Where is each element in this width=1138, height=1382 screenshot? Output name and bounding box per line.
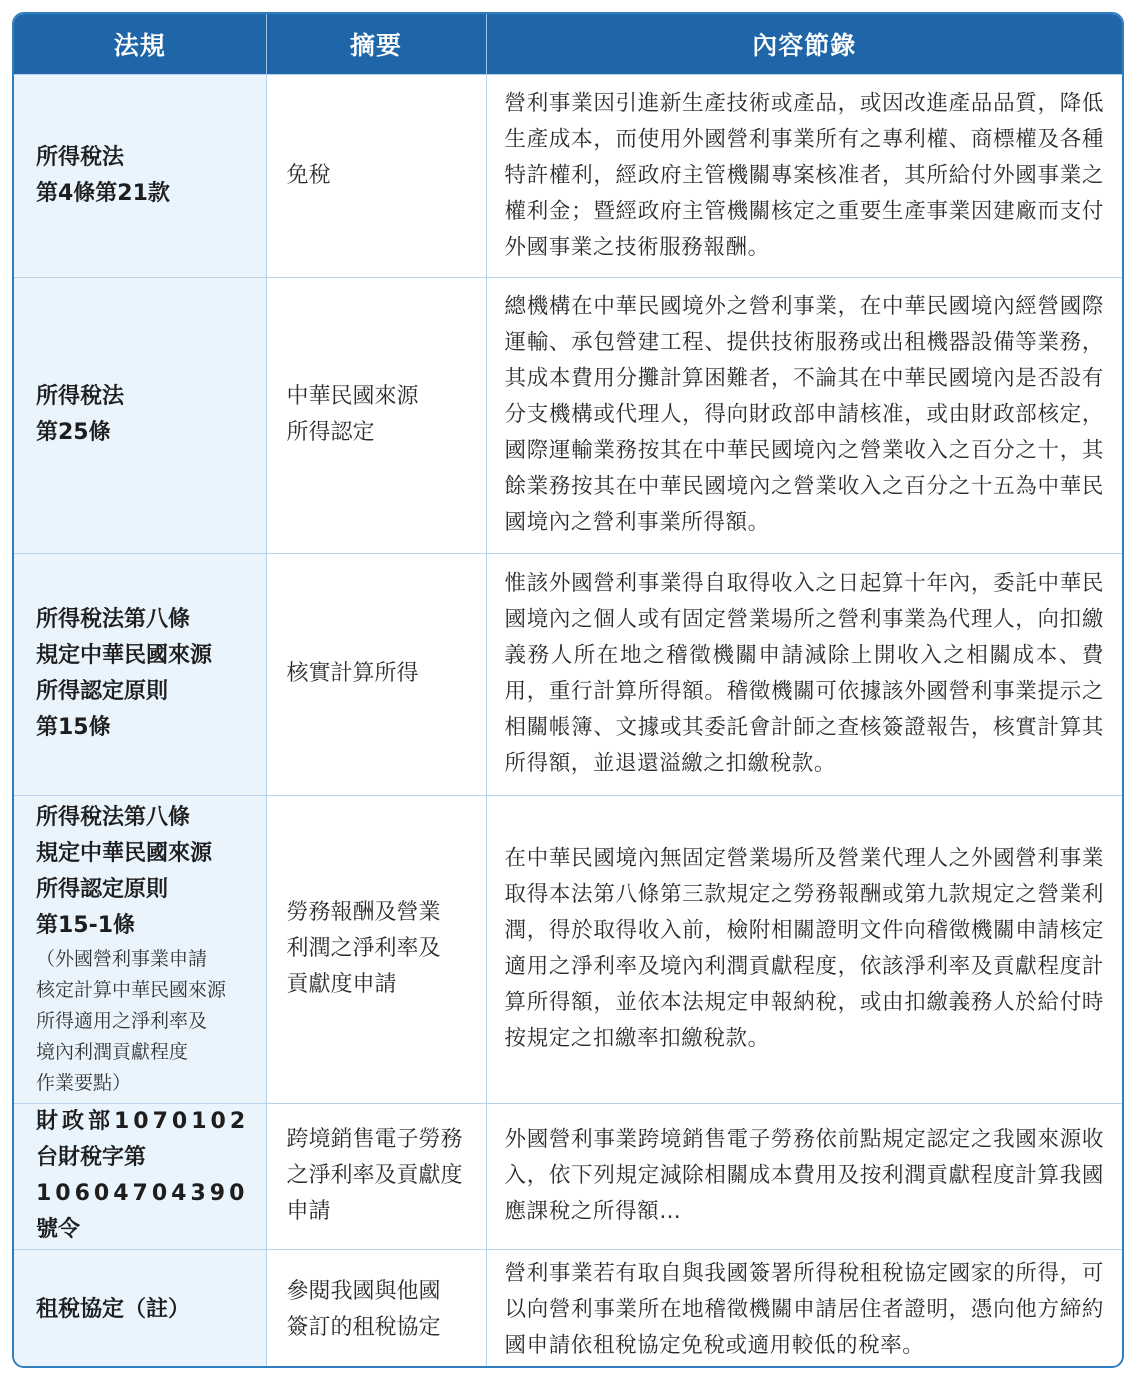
- law-cell: [14, 795, 266, 1103]
- law-line: 所得稅法第八條: [36, 607, 191, 632]
- law-cell: [14, 277, 266, 553]
- table-row: [14, 795, 1122, 1103]
- law-line: 台財稅字第: [36, 1145, 147, 1170]
- summary-cell: [266, 1103, 486, 1249]
- content-cell: 營利事業若有取自與我國簽署所得稅租稅協定國家的所得，可以向營利事業所在地稽徵機關申請居住者證明，憑向他方締約國申請依租稅協定免稅或適用較低的稅率。: [486, 1249, 1122, 1368]
- summary-cell: [266, 1249, 486, 1368]
- header-law: 法規: [14, 14, 266, 74]
- summary-line: 簽訂的租稅協定: [286, 1314, 441, 1340]
- summary-cell: [266, 277, 486, 553]
- table-header-row: [14, 14, 1122, 74]
- table-row: [14, 277, 1122, 553]
- law-cell: [14, 1249, 266, 1368]
- law-line: 第25條: [36, 420, 111, 445]
- summary-line: 免稅: [286, 162, 331, 188]
- law-note-line: 所得適用之淨利率及: [36, 1009, 208, 1032]
- tax-regulations-table: [14, 14, 1122, 1368]
- content-cell: 總機構在中華民國境外之營利事業，在中華民國境內經營國際運輸、承包營建工程、提供技術服務或出租機器設備等業務，其成本費用分攤計算困難者，不論其在中華民國境內是否設有分支機構或代理人，得向財政部申請核准，或由財政部核定，國際運輸業務按其在中華民國境內之營業收入之百分之十，其餘業務按其在中華民國境內之營業收入之百分之十五為中華民國境內之營利事業所得額。: [486, 277, 1122, 553]
- summary-line: 之淨利率及貢獻度: [286, 1163, 463, 1188]
- law-line: 所得稅法: [36, 144, 125, 170]
- table-row: [14, 1103, 1122, 1249]
- law-cell: [14, 1103, 266, 1249]
- law-note-line: 核定計算中華民國來源: [36, 978, 227, 1001]
- law-note-line: 作業要點）: [36, 1071, 132, 1094]
- summary-line: 勞務報酬及營業: [286, 900, 441, 925]
- law-line: 第4條第21款: [36, 180, 170, 206]
- table-row: [14, 1249, 1122, 1368]
- content-cell: 營利事業因引進新生產技術或產品，或因改進產品品質，降低生產成本，而使用外國營利事業所有之專利權、商標權及各種特許權利，經政府主管機關專案核准者，其所給付外國事業之權利金；暨經政府主管機關核定之重要生產事業因建廠而支付外國事業之技術服務報酬。: [486, 74, 1122, 277]
- summary-cell: [266, 553, 486, 795]
- content-cell: 在中華民國境內無固定營業場所及營業代理人之外國營利事業取得本法第八條第三款規定之勞務報酬或第九款規定之營業利潤，得於取得收入前，檢附相關證明文件向稽徵機關申請核定適用之淨利率及境內利潤貢獻程度，依該淨利率及貢獻程度計算所得額，並依本法規定申報納稅，或由扣繳義務人於給付時按規定之扣繳率扣繳稅款。: [486, 795, 1122, 1103]
- law-line: 10604704390: [36, 1181, 249, 1206]
- summary-line: 參閱我國與他國: [286, 1278, 441, 1304]
- law-note-line: （外國營利事業申請: [36, 947, 208, 970]
- content-cell: 惟該外國營利事業得自取得收入之日起算十年內，委託中華民國境內之個人或有固定營業場所之營利事業為代理人，向扣繳義務人所在地之稽徵機關申請減除上開收入之相關成本、費用，重行計算所得額。稽徵機關可依據該外國營利事業提示之相關帳簿、文據或其委託會計師之查核簽證報告，核實計算其所得額，並退還溢繳之扣繳稅款。: [486, 553, 1122, 795]
- tax-regulations-table-container: [12, 12, 1124, 1368]
- summary-cell: [266, 74, 486, 277]
- header-summary: 摘要: [266, 14, 486, 74]
- law-line: 財政部1070102: [36, 1109, 250, 1134]
- summary-line: 中華民國來源: [286, 384, 419, 409]
- law-line: 租稅協定（註）: [36, 1296, 191, 1322]
- summary-line: 所得認定: [286, 420, 375, 445]
- law-line: 第15-1條: [36, 912, 136, 938]
- header-content: 內容節錄: [486, 14, 1122, 74]
- law-line: 規定中華民國來源: [36, 840, 213, 866]
- summary-line: 申請: [286, 1199, 331, 1224]
- law-line: 所得稅法第八條: [36, 804, 191, 830]
- law-line: 所得認定原則: [36, 679, 169, 704]
- table-row: [14, 553, 1122, 795]
- summary-cell: [266, 795, 486, 1103]
- summary-line: 核實計算所得: [286, 661, 419, 686]
- summary-line: 跨境銷售電子勞務: [286, 1127, 463, 1152]
- summary-line: 貢獻度申請: [286, 972, 397, 997]
- law-line: 所得認定原則: [36, 876, 169, 902]
- law-note-line: 境內利潤貢獻程度: [36, 1040, 189, 1063]
- law-line: 號令: [36, 1217, 81, 1242]
- law-cell: [14, 74, 266, 277]
- summary-line: 利潤之淨利率及: [286, 936, 441, 961]
- content-cell: 外國營利事業跨境銷售電子勞務依前點規定認定之我國來源收入，依下列規定減除相關成本費用及按利潤貢獻程度計算我國應課稅之所得額…: [486, 1103, 1122, 1249]
- table-row: [14, 74, 1122, 277]
- law-line: 規定中華民國來源: [36, 643, 213, 668]
- law-line: 所得稅法: [36, 384, 125, 409]
- law-cell: [14, 553, 266, 795]
- law-line: 第15條: [36, 715, 111, 740]
